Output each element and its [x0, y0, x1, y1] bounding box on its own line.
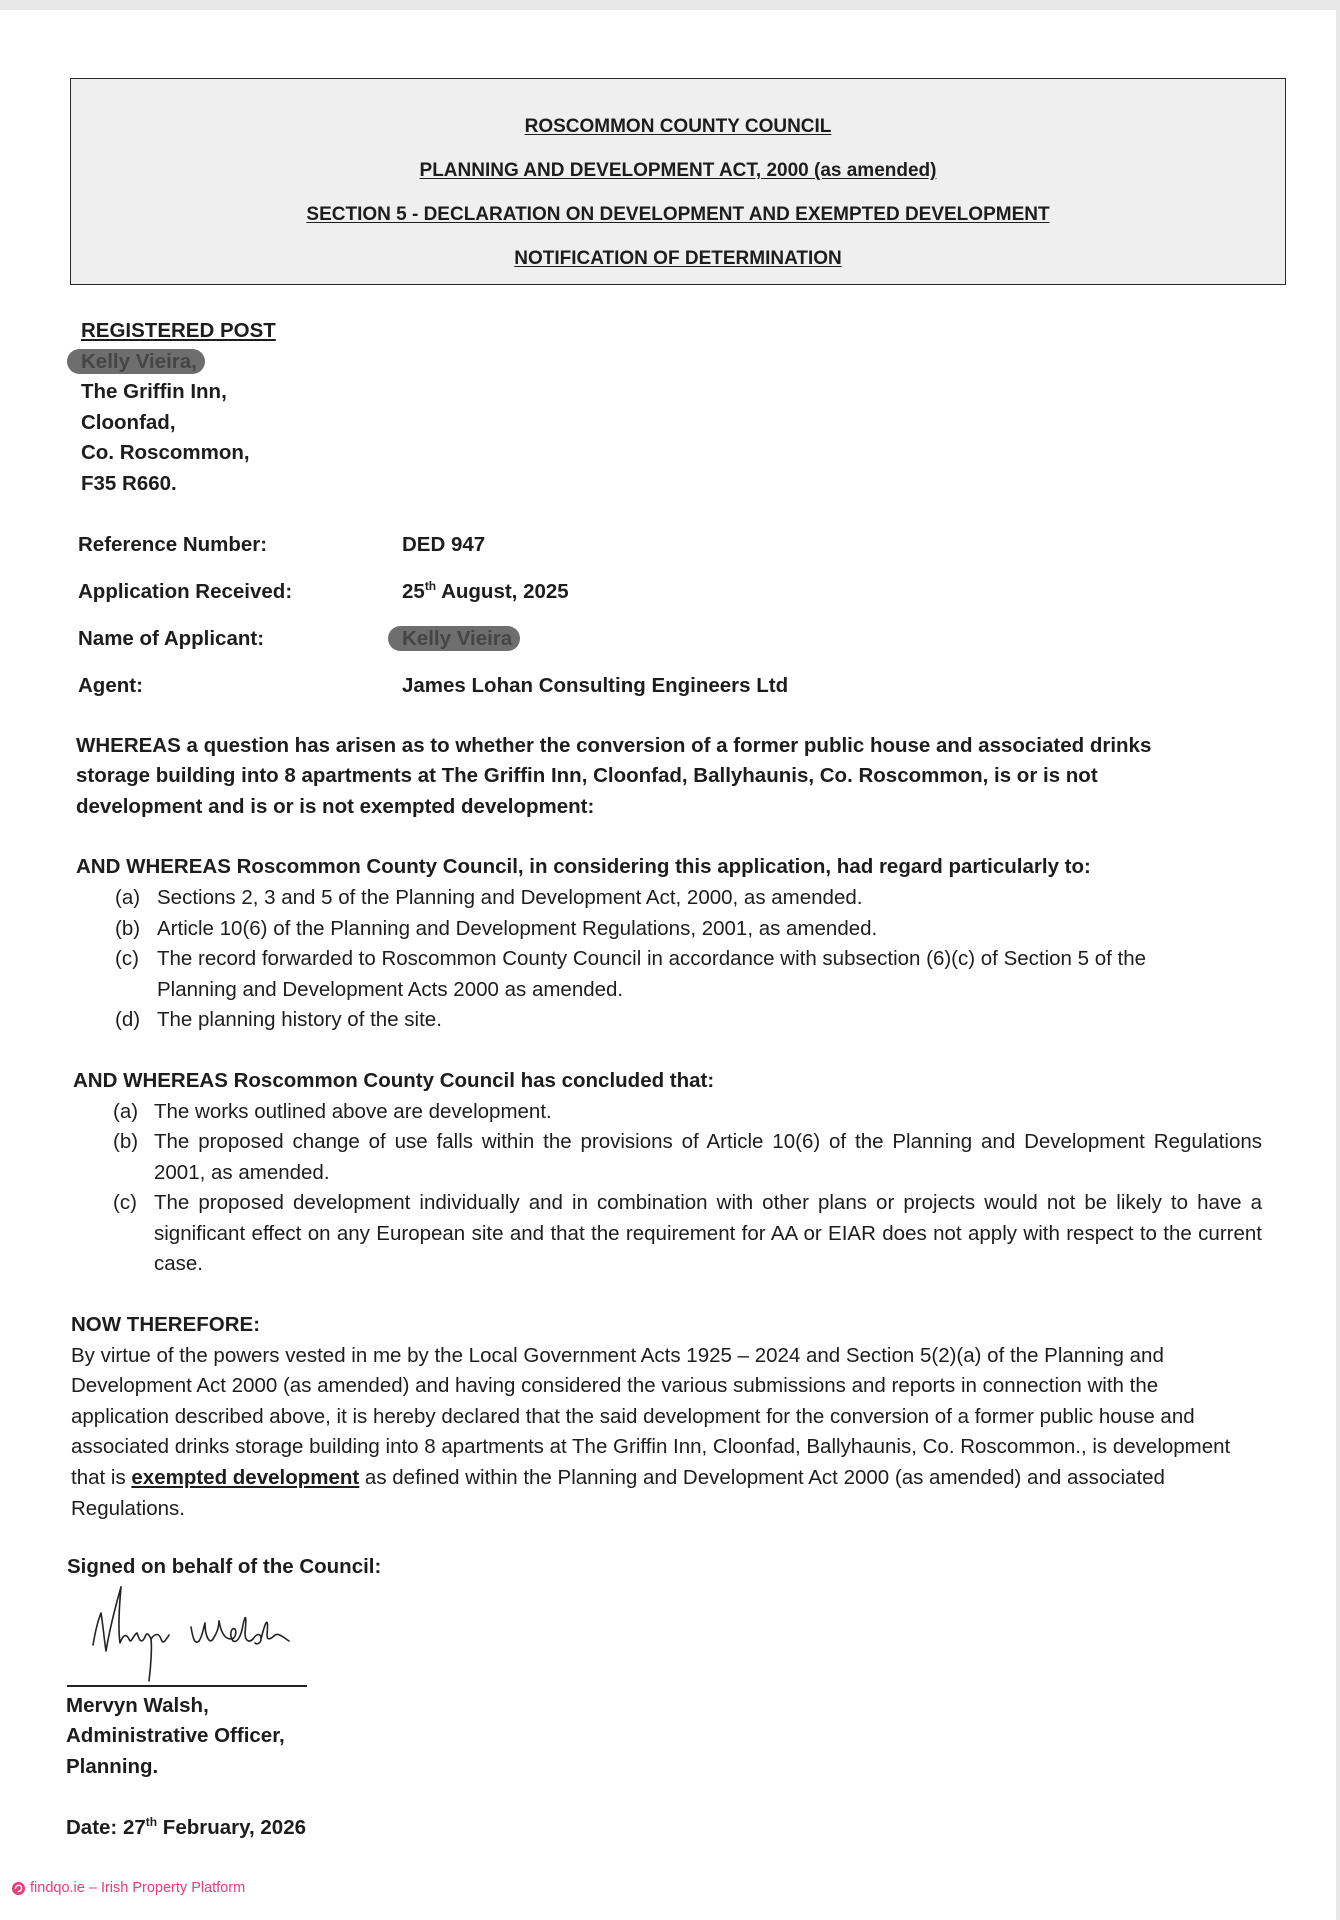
list-item-text: The planning history of the site.	[157, 1008, 442, 1032]
determination-text-end: as defined within the Planning and Development Act 2000 (as amended) and associated Regulations.	[71, 1466, 1165, 1520]
date-month-year: February, 2026	[157, 1815, 307, 1839]
reference-row	[0, 521, 1340, 568]
now-therefore-heading: NOW THEREFORE:	[71, 1313, 261, 1337]
determination-text: By virtue of the powers vested in me by the Local Government Acts 1925 – 2024 and Section 5(2)(a) of the Planning and Development Act 2000 (as amended) and having considered the various submissions and reports in connection with the application described above, it is hereby declared that the said development for the conversion of a former public house and associated drinks storage building into 8 apartments at The Griffin Inn, Cloonfad, Ballyhaunis, Co. Roscommon., is development that is	[71, 1343, 1231, 1490]
address-line: Cloonfad,	[81, 410, 176, 434]
list-item-label: (b)	[115, 916, 141, 940]
title-box	[70, 78, 1286, 285]
handwritten-signature	[85, 1583, 315, 1687]
agent-label: Agent:	[78, 673, 143, 697]
concluded-heading: AND WHEREAS Roscommon County Council has concluded that:	[73, 1068, 715, 1092]
applicant-value	[402, 615, 520, 662]
date-day-suffix: th	[145, 1814, 158, 1829]
agent-value: James Lohan Consulting Engineers Ltd	[402, 673, 789, 697]
list-item-label: (c)	[115, 947, 139, 971]
list-item	[113, 1097, 1340, 1128]
list-item-text: The works outlined above are development.	[154, 1099, 552, 1123]
list-item-text: Article 10(6) of the Planning and Development Regulations, 2001, as amended.	[157, 916, 878, 940]
redacted-applicant-name: Kelly Vieira	[388, 626, 520, 651]
document-body	[0, 316, 1340, 1843]
list-item	[113, 1127, 1340, 1188]
list-item-text: The proposed development individually and in combination with other plans or projects would not be likely to have a significant effect on any European site and that the requirement for AA or EIAR does not apply with respect to the current case.	[154, 1191, 1262, 1276]
list-item	[115, 1005, 1340, 1036]
watermark-text: findqo.ie – Irish Property Platform	[30, 1880, 246, 1896]
list-item-label: (b)	[113, 1130, 139, 1154]
list-item-text: The proposed change of use falls within the provisions of Article 10(6) of the Planning and Development Regulations 2001, as amended.	[154, 1130, 1262, 1184]
redacted-addressee-name: Kelly Vieira,	[67, 349, 205, 374]
addressee-name-line	[81, 347, 1340, 378]
list-item	[115, 914, 1340, 945]
whereas-paragraph: WHEREAS a question has arisen as to whether the conversion of a former public house and associated drinks storage building into 8 apartments at The Griffin Inn, Cloonfad, Ballyhaunis, Co. Roscommon, is or is not development and is or is not exempted development:	[76, 733, 1152, 818]
signatory-title: Administrative Officer,	[66, 1724, 285, 1748]
address-line: Co. Roscommon,	[81, 441, 250, 465]
received-day: 25	[402, 579, 425, 603]
list-item-label: (d)	[115, 1008, 141, 1032]
list-item-label: (a)	[115, 885, 141, 909]
date-line	[66, 1813, 1340, 1844]
date-day: 27	[122, 1815, 146, 1839]
notification-title: NOTIFICATION OF DETERMINATION	[514, 248, 842, 269]
registered-post-heading: REGISTERED POST	[81, 319, 276, 342]
applicant-label: Name of Applicant:	[78, 626, 265, 650]
address-line: F35 R660.	[81, 471, 177, 495]
signature-line	[67, 1685, 307, 1687]
watermark-footer	[12, 1879, 245, 1897]
signed-heading: Signed on behalf of the Council:	[67, 1555, 382, 1579]
regard-heading: AND WHEREAS Roscommon County Council, in considering this application, had regard particularly to:	[76, 855, 1091, 879]
list-item-label: (c)	[113, 1191, 137, 1215]
received-label: Application Received:	[78, 579, 293, 603]
determination-paragraph	[71, 1341, 1241, 1525]
received-row	[0, 568, 1340, 615]
list-item	[115, 944, 1340, 1005]
reference-value: DED 947	[402, 532, 486, 556]
list-item	[113, 1188, 1340, 1280]
address-line: The Griffin Inn,	[81, 380, 227, 404]
applicant-row	[0, 615, 1340, 662]
act-title: PLANNING AND DEVELOPMENT ACT, 2000 (as amended)	[419, 160, 937, 181]
application-details	[0, 521, 1340, 709]
signature-area	[0, 1583, 1340, 1691]
received-value	[402, 568, 569, 615]
list-item-label: (a)	[113, 1099, 139, 1123]
list-item	[115, 883, 1340, 914]
received-month-year: August, 2025	[436, 579, 569, 603]
addressee-block	[0, 316, 1340, 500]
list-item-text: Sections 2, 3 and 5 of the Planning and Development Act, 2000, as amended.	[157, 885, 863, 909]
exempted-development-emphasis: exempted development	[131, 1466, 360, 1490]
section-title: SECTION 5 - DECLARATION ON DEVELOPMENT AND EXEMPTED DEVELOPMENT	[306, 204, 1050, 225]
council-name: ROSCOMMON COUNTY COUNCIL	[524, 116, 832, 137]
reference-label: Reference Number:	[78, 532, 268, 556]
regard-list	[115, 883, 1340, 1036]
agent-row	[0, 662, 1340, 709]
list-item-text: The record forwarded to Roscommon County Council in accordance with subsection (6)(c) of Section 5 of the Planning and Development Acts 2000 as amended.	[157, 947, 1147, 1001]
signatory-department: Planning.	[66, 1755, 159, 1778]
date-label: Date:	[66, 1815, 118, 1839]
concluded-list	[113, 1097, 1340, 1281]
received-day-suffix: th	[424, 578, 437, 593]
findqo-logo-icon	[12, 1882, 25, 1895]
signatory-name: Mervyn Walsh,	[66, 1693, 209, 1717]
signatory-block	[66, 1691, 1340, 1783]
